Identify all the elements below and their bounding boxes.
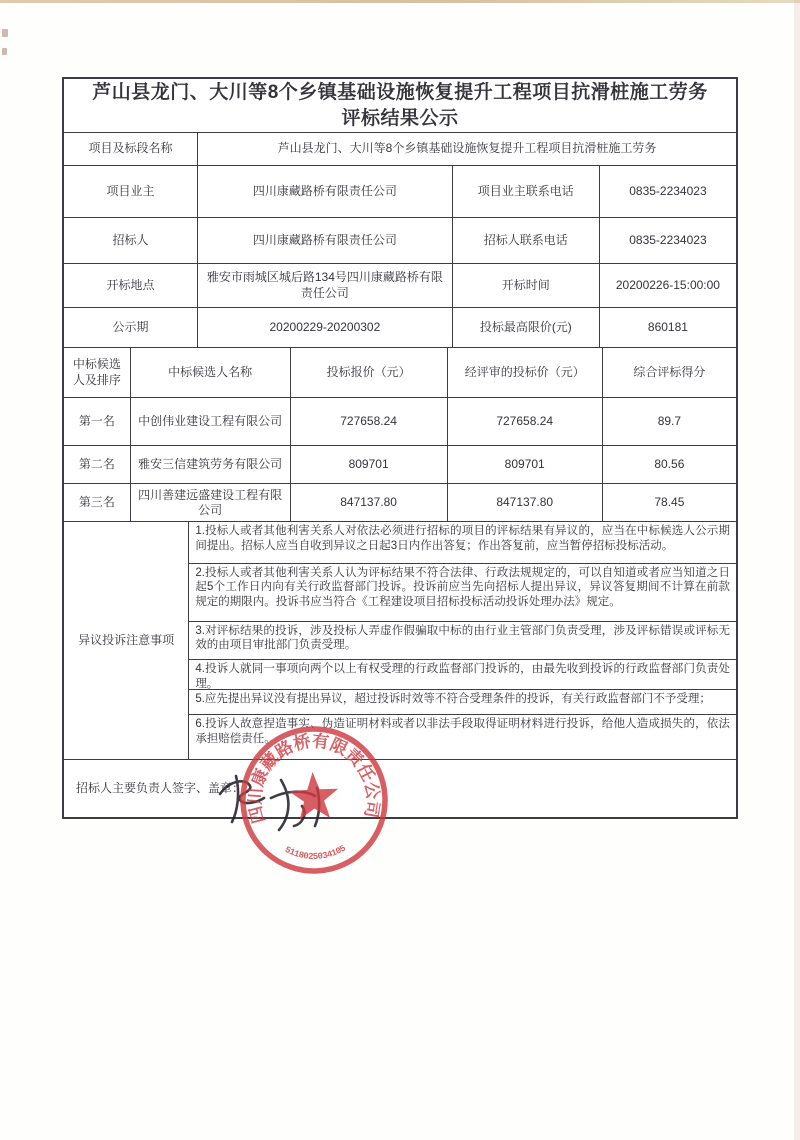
- signature-label: 招标人主要负责人签字、盖章：: [76, 780, 245, 795]
- field-value: 雅安市雨城区城后路134号四川康藏路桥有限责任公司: [197, 264, 452, 307]
- candidate-bid-price: 727658.24: [290, 398, 447, 445]
- candidate-evaluated-price: 727658.24: [447, 398, 602, 445]
- note-item-3: 3.对评标结果的投诉，涉及投标人弄虚作假骗取中标的由行业主管部门负责受理，涉及评标错误或评标无效的由项目审批部门负责受理。: [189, 621, 736, 660]
- field-label: 招标人联系电话: [452, 218, 599, 263]
- field-value: 四川康藏路桥有限责任公司: [197, 166, 452, 217]
- column-header: 经评审的投标价（元）: [447, 348, 602, 397]
- field-label: 项目业主: [106, 183, 155, 198]
- field-label: 开标时间: [452, 264, 599, 307]
- candidate-evaluated-price: 809701: [447, 446, 602, 483]
- field-label: 项目业主联系电话: [452, 166, 599, 217]
- candidate-rank: 第三名: [78, 494, 115, 509]
- field-label: 招标人: [112, 232, 149, 247]
- note-item-1: 1.投标人或者其他利害关系人对依法必须进行招标的项目的评标结果有异议的，应当在中标候选人公示期间提出。招标人应当自收到异议之日起3日内作出答复；作出答复前，应当暂停招标投标活动。: [195, 525, 730, 552]
- candidate-rank: 第二名: [78, 456, 115, 471]
- field-value: 0835-2234023: [599, 218, 736, 263]
- objection-notes-section: [64, 521, 736, 759]
- objection-notes-label: 异议投诉注意事项: [78, 632, 175, 647]
- table-row-bid-opening: [64, 263, 736, 307]
- document-title: [64, 79, 736, 132]
- field-value: 860181: [599, 308, 736, 347]
- column-header: 综合评标得分: [602, 348, 736, 397]
- column-header: 投标报价（元）: [290, 348, 447, 397]
- note-item-5: 5.应先提出异议没有提出异议，超过投诉时效等不符合受理条件的投诉，有关行政监督部门不予受理；: [189, 689, 736, 714]
- document-title-line1: 芦山县龙门、大川等8个乡镇基础设施恢复提升工程项目抗滑桩施工劳务: [92, 81, 708, 103]
- candidate-rank: 第一名: [78, 413, 115, 428]
- seal-registration-number: 5118025034105: [283, 842, 349, 863]
- table-row-project-name: [64, 132, 736, 165]
- field-label: 投标最高限价(元): [452, 308, 599, 347]
- table-row-publicity-period: [64, 307, 736, 347]
- candidate-score: 89.7: [602, 398, 736, 445]
- column-header: 中标候选人名称: [130, 348, 290, 397]
- field-label: 项目及标段名称: [88, 141, 173, 156]
- svg-text:5118025034105: [283, 842, 350, 864]
- candidate-bid-price: 809701: [290, 446, 447, 483]
- field-value: 20200229-20200302: [197, 308, 452, 347]
- note-item-4: 4.投诉人就同一事项向两个以上有权受理的行政监督部门投诉的，由最先收到投诉的行政监督部门负责处理。: [189, 659, 736, 689]
- field-label: 公示期: [112, 319, 149, 334]
- field-value: 芦山县龙门、大川等8个乡镇基础设施恢复提升工程项目抗滑桩施工劳务: [197, 133, 736, 165]
- candidate-score: 80.56: [602, 446, 736, 483]
- scan-top-edge: [0, 0, 800, 3]
- candidate-bid-price: 847137.80: [290, 484, 447, 521]
- candidate-evaluated-price: 847137.80: [447, 484, 602, 521]
- column-header: 中标候选人及排序: [72, 356, 121, 387]
- note-item-2: 2.投标人或者其他利害关系人认为评标结果不符合法律、行政法规规定的，可以自知道或者应当知道之日起5个工作日内向有关行政监督部门投诉。投诉前应当先向招标人提出异议，异议答复期间不计算在前款规定的期限内。投诉书应当符合《工程建设项目招标投标活动投诉处理办法》规定。: [189, 563, 736, 621]
- table-row-tenderer: [64, 217, 736, 263]
- candidate-score: 78.45: [602, 484, 736, 521]
- field-value: 0835-2234023: [599, 166, 736, 217]
- table-row-project-owner: [64, 165, 736, 217]
- field-value: 四川康藏路桥有限责任公司: [197, 218, 452, 263]
- candidate-name: 雅安三信建筑劳务有限公司: [130, 446, 290, 483]
- candidate-row: [64, 397, 736, 445]
- seal-company-name: 四川康藏路桥有限责任公司: [245, 731, 383, 826]
- document-title-line2: 评标结果公示: [341, 107, 459, 129]
- bid-result-table: [62, 77, 738, 819]
- candidates-header-row: [64, 347, 736, 397]
- signature-row: [64, 759, 736, 817]
- scan-artifact-mark: [2, 48, 7, 55]
- field-label: 开标地点: [106, 277, 155, 292]
- candidate-name: 四川善建远盛建设工程有限公司: [130, 484, 290, 521]
- candidate-row: [64, 483, 736, 521]
- candidate-name: 中创伟业建设工程有限公司: [130, 398, 290, 445]
- scan-right-edge: [794, 0, 800, 1140]
- objection-notes-content: [188, 522, 736, 759]
- field-value: 20200226-15:00:00: [599, 264, 736, 307]
- note-item-6: 6.投诉人故意捏造事实、伪造证明材料或者以非法手段取得证明材料进行投诉，给他人造成损失的，依法承担赔偿责任。: [189, 714, 736, 759]
- scan-artifact-mark: [2, 29, 8, 37]
- candidate-row: [64, 445, 736, 483]
